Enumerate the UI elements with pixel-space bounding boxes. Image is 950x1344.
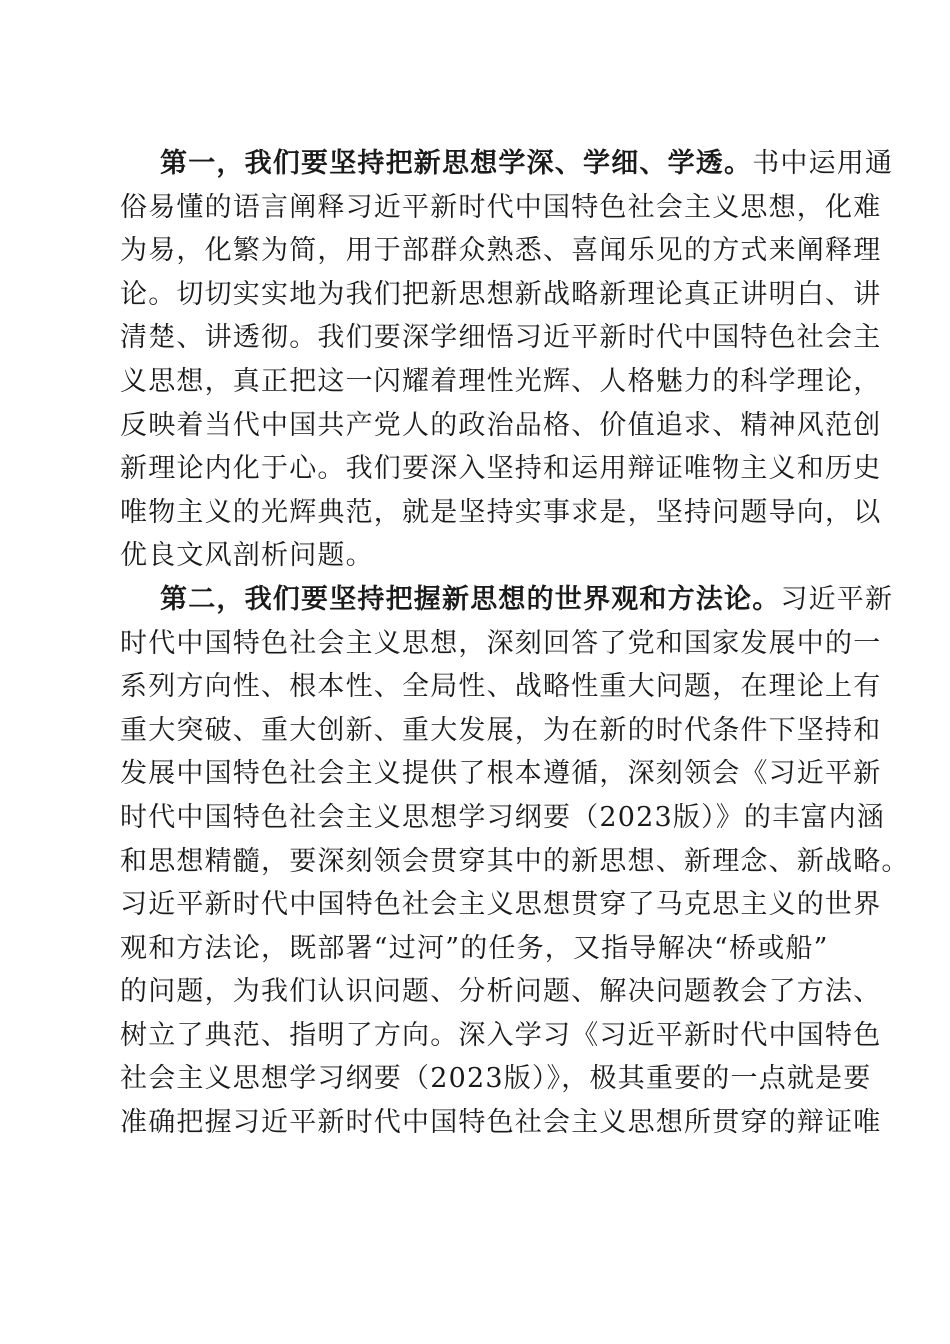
text-line: 反映着当代中国共产党人的政治品格、价值追求、精神风范创 [120,409,882,441]
paragraph-heading: 第一，我们要坚持把新思想学深、学细、学透。 [160,148,753,179]
text-line: 清楚、讲透彻。我们要深学细悟习近平新时代中国特色社会主 [120,322,882,354]
paragraph-first-line [120,142,894,186]
text-line: 时代中国特色社会主义思想，深刻回答了党和国家发展中的一 [120,627,882,659]
text-line: 俗易懂的语言阐释习近平新时代中国特色社会主义思想，化难 [120,191,882,223]
text-line: 为易，化繁为简，用于部群众熟悉、喜闻乐见的方式来阐释理 [120,235,882,267]
body-text [120,142,910,1145]
text-line: 准确把握习近平新时代中国特色社会主义思想所贯穿的辩证唯 [120,1107,882,1139]
text-line: 系列方向性、根本性、全局性、战略性重大问题，在理论上有 [120,671,882,703]
text-line: 树立了典范、指明了方向。深入学习《习近平新时代中国特色 [120,1019,882,1051]
paragraph-heading: 第二，我们要坚持把握新思想的世界观和方法论。 [160,583,781,615]
paragraph-2 [120,578,910,1145]
text-line: 唯物主义的光辉典范，就是坚持实事求是，坚持问题导向，以 [120,496,882,528]
text-line: 习近平新时代中国特色社会主义思想贯穿了马克思主义的世界 [120,889,882,921]
text-line: 的问题，为我们认识问题、分析问题、解决问题教会了方法、 [120,976,882,1008]
text-line: 时代中国特色社会主义思想学习纲要（2023版）》的丰富内涵 [120,801,886,833]
text-line: 优良文风剖析问题。 [120,540,374,572]
paragraph-text: 书中运用通 [752,148,894,179]
text-line: 发展中国特色社会主义提供了根本遵循，深刻领会《习近平新 [120,758,882,790]
text-line: 社会主义思想学习纲要（2023版）》，极其重要的一点就是要 [120,1063,872,1095]
paragraph-text: 习近平新 [780,583,894,615]
text-line: 重大突破、重大创新、重大发展，为在新的时代条件下坚持和 [120,714,882,746]
paragraph-first-line [120,578,894,622]
text-line: 义思想，真正把这一闪耀着理性光辉、人格魅力的科学理论， [120,365,882,397]
paragraph-1 [120,142,894,578]
text-line: 观和方法论，既部署“过河”的任务，又指导解决“桥或船” [120,932,829,964]
text-line: 新理论内化于心。我们要深入坚持和运用辩证唯物主义和历史 [120,453,882,485]
text-line: 和思想精髓，要深刻领会贯穿其中的新思想、新理念、新战略。 [120,845,910,877]
text-line: 论。切切实实地为我们把新思想新战略新理论真正讲明白、讲 [120,278,882,310]
